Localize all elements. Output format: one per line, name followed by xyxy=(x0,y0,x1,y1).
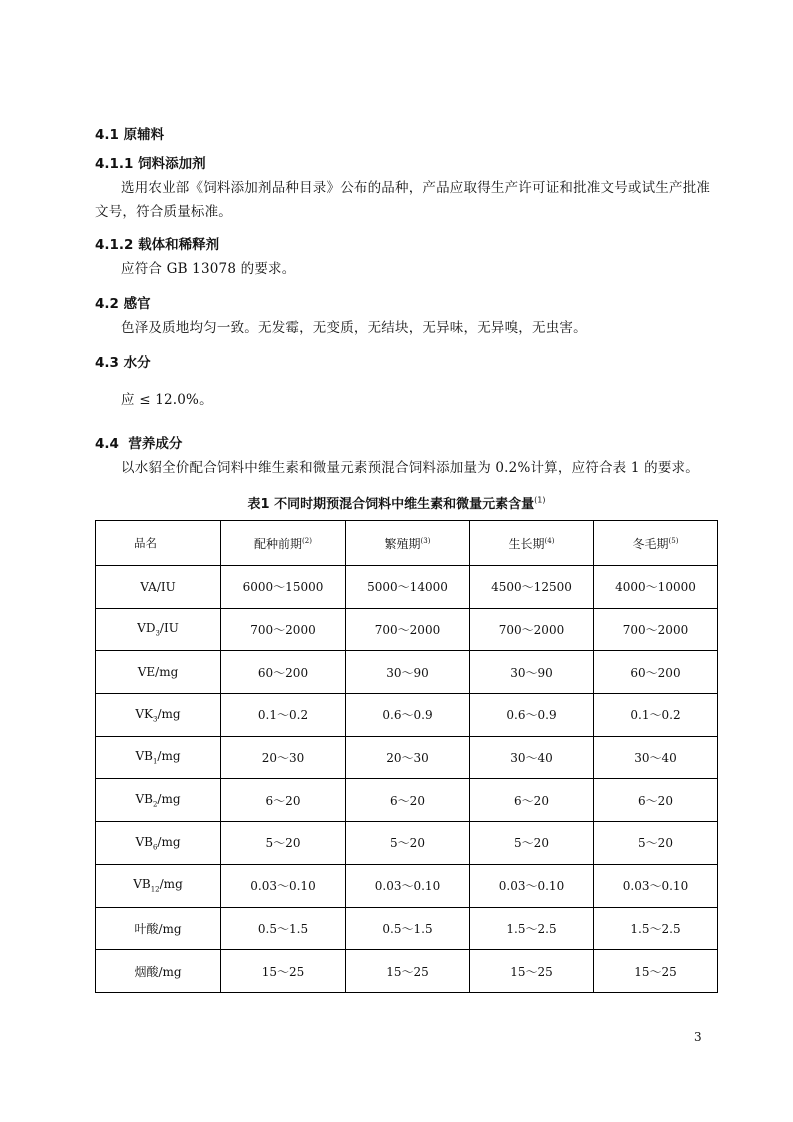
value-cell: 0.03～0.10 xyxy=(594,864,718,907)
row-name-unit: /mg xyxy=(157,749,181,764)
value-cell: 6000～15000 xyxy=(221,566,346,609)
nutrient-table xyxy=(95,520,718,993)
row-name-base: 叶酸 xyxy=(134,921,159,936)
value-cell: 6～20 xyxy=(346,779,470,822)
row-name-cell xyxy=(96,779,221,822)
table-row xyxy=(96,694,718,737)
value-cell: 5～20 xyxy=(221,822,346,865)
row-name-base: VD xyxy=(137,621,156,636)
table-row xyxy=(96,907,718,950)
value-cell: 0.6～0.9 xyxy=(470,694,594,737)
row-name-unit: /IU xyxy=(156,579,176,594)
row-name-cell xyxy=(96,907,221,950)
section-heading-4-1-1 xyxy=(95,152,206,172)
value-cell: 6～20 xyxy=(470,779,594,822)
header-label: 生长期 xyxy=(508,536,545,551)
paragraph-sensory: 色泽及质地均匀一致。无发霉，无变质，无结块，无异味，无异嗅，无虫害。 xyxy=(121,320,587,336)
value-cell: 5000～14000 xyxy=(346,566,470,609)
header-cell-pre-mating xyxy=(221,521,346,566)
value-cell: 6～20 xyxy=(221,779,346,822)
value-cell: 30～90 xyxy=(470,651,594,694)
value-cell: 0.5～1.5 xyxy=(346,907,470,950)
paragraph-additives-line2: 文号，符合质量标准。 xyxy=(95,204,232,220)
row-name-base: VB xyxy=(135,749,153,764)
table-row xyxy=(96,736,718,779)
row-name-base: VB xyxy=(135,834,153,849)
header-cell-winter-fur xyxy=(594,521,718,566)
value-cell: 5～20 xyxy=(470,822,594,865)
row-name-unit: /mg xyxy=(159,877,183,892)
value-cell: 60～200 xyxy=(594,651,718,694)
value-cell: 0.1～0.2 xyxy=(594,694,718,737)
row-name-unit: /mg xyxy=(155,665,179,680)
value-cell: 20～30 xyxy=(346,736,470,779)
section-number: 4.4 xyxy=(95,436,119,452)
row-name-cell xyxy=(96,651,221,694)
section-number: 4.2 xyxy=(95,296,119,312)
row-name-cell xyxy=(96,566,221,609)
row-name-unit: /mg xyxy=(158,921,182,936)
section-title: 营养成分 xyxy=(128,436,183,452)
row-name-base: VK xyxy=(135,706,154,721)
value-cell: 20～30 xyxy=(221,736,346,779)
section-title: 感官 xyxy=(123,296,151,312)
table-header-row xyxy=(96,521,718,566)
row-name-cell xyxy=(96,950,221,993)
section-title: 原辅料 xyxy=(123,127,165,143)
section-title: 水分 xyxy=(123,355,151,371)
page-number: 3 xyxy=(694,1030,702,1044)
value-cell: 4500～12500 xyxy=(470,566,594,609)
value-cell: 0.03～0.10 xyxy=(470,864,594,907)
row-name-cell xyxy=(96,736,221,779)
value-cell: 0.03～0.10 xyxy=(346,864,470,907)
value-cell: 700～2000 xyxy=(470,608,594,651)
row-name-base: VB xyxy=(135,792,153,807)
value-cell: 5～20 xyxy=(346,822,470,865)
row-name-subscript: 1 xyxy=(152,757,158,766)
value-cell: 60～200 xyxy=(221,651,346,694)
section-heading-4-3 xyxy=(95,351,151,371)
table-row xyxy=(96,864,718,907)
table-row xyxy=(96,950,718,993)
table-row xyxy=(96,608,718,651)
section-heading-4-4 xyxy=(95,432,182,452)
row-name-subscript: 2 xyxy=(152,800,158,809)
value-cell: 30～40 xyxy=(594,736,718,779)
paragraph-additives-line1: 选用农业部《饲料添加剂品种目录》公布的品种，产品应取得生产许可证和批准文号或试生产批准 xyxy=(121,180,711,196)
section-number: 4.3 xyxy=(95,355,119,371)
row-name-unit: /mg xyxy=(157,706,181,721)
table-caption-note: (1) xyxy=(534,495,546,505)
header-note: (2) xyxy=(302,536,312,545)
table-caption-text: 表1 不同时期预混合饲料中维生素和微量元素含量 xyxy=(247,497,535,512)
header-label: 品名 xyxy=(134,536,157,550)
table-caption xyxy=(0,493,793,512)
value-cell: 700～2000 xyxy=(221,608,346,651)
value-cell: 15～25 xyxy=(221,950,346,993)
section-heading-4-1 xyxy=(95,123,164,143)
table-row xyxy=(96,822,718,865)
value-cell: 1.5～2.5 xyxy=(470,907,594,950)
value-cell: 0.03～0.10 xyxy=(221,864,346,907)
value-cell: 4000～10000 xyxy=(594,566,718,609)
value-cell: 5～20 xyxy=(594,822,718,865)
row-name-subscript: 6 xyxy=(152,843,158,852)
row-name-unit: /mg xyxy=(158,964,182,979)
row-name-cell xyxy=(96,822,221,865)
paragraph-nutrition: 以水貂全价配合饲料中维生素和微量元素预混合饲料添加量为 0.2%计算，应符合表 1 的要求。 xyxy=(121,460,699,476)
value-cell: 30～90 xyxy=(346,651,470,694)
value-cell: 700～2000 xyxy=(346,608,470,651)
section-heading-4-2 xyxy=(95,292,151,312)
table-row xyxy=(96,779,718,822)
row-name-cell xyxy=(96,608,221,651)
header-note: (3) xyxy=(420,536,431,545)
value-cell: 15～25 xyxy=(346,950,470,993)
value-cell: 0.5～1.5 xyxy=(221,907,346,950)
row-name-unit: /mg xyxy=(157,792,181,807)
section-number: 4.1.1 xyxy=(95,156,134,172)
section-title: 饲料添加剂 xyxy=(138,156,206,172)
row-name-cell xyxy=(96,694,221,737)
row-name-base: VE xyxy=(137,665,156,680)
section-number: 4.1 xyxy=(95,127,119,143)
value-cell: 700～2000 xyxy=(594,608,718,651)
paragraph-carrier: 应符合 GB 13078 的要求。 xyxy=(121,261,296,277)
header-note: (4) xyxy=(544,536,555,545)
row-name-unit: /IU xyxy=(159,621,179,636)
row-name-subscript: 3 xyxy=(155,629,160,638)
value-cell: 15～25 xyxy=(470,950,594,993)
row-name-unit: /mg xyxy=(157,834,181,849)
row-name-subscript: 12 xyxy=(150,885,160,894)
value-cell: 1.5～2.5 xyxy=(594,907,718,950)
table-row xyxy=(96,566,718,609)
value-cell: 0.6～0.9 xyxy=(346,694,470,737)
value-cell: 6～20 xyxy=(594,779,718,822)
header-label: 冬毛期 xyxy=(632,536,669,551)
row-name-base: VB xyxy=(133,877,151,892)
row-name-base: VA xyxy=(140,579,157,594)
table-row xyxy=(96,651,718,694)
row-name-cell xyxy=(96,864,221,907)
header-cell-name xyxy=(96,521,221,566)
nutrient-table-body xyxy=(96,521,718,993)
row-name-subscript: 3 xyxy=(153,715,158,724)
section-number: 4.1.2 xyxy=(95,237,134,253)
value-cell: 30～40 xyxy=(470,736,594,779)
header-cell-growth xyxy=(470,521,594,566)
section-title: 载体和稀释剂 xyxy=(138,237,220,253)
value-cell: 15～25 xyxy=(594,950,718,993)
header-cell-breeding xyxy=(346,521,470,566)
header-label: 配种前期 xyxy=(254,536,303,551)
paragraph-moisture: 应 ≤ 12.0%。 xyxy=(121,392,213,408)
header-label: 繁殖期 xyxy=(384,536,421,551)
section-heading-4-1-2 xyxy=(95,233,219,253)
header-note: (5) xyxy=(668,536,679,545)
row-name-base: 烟酸 xyxy=(134,964,159,979)
value-cell: 0.1～0.2 xyxy=(221,694,346,737)
